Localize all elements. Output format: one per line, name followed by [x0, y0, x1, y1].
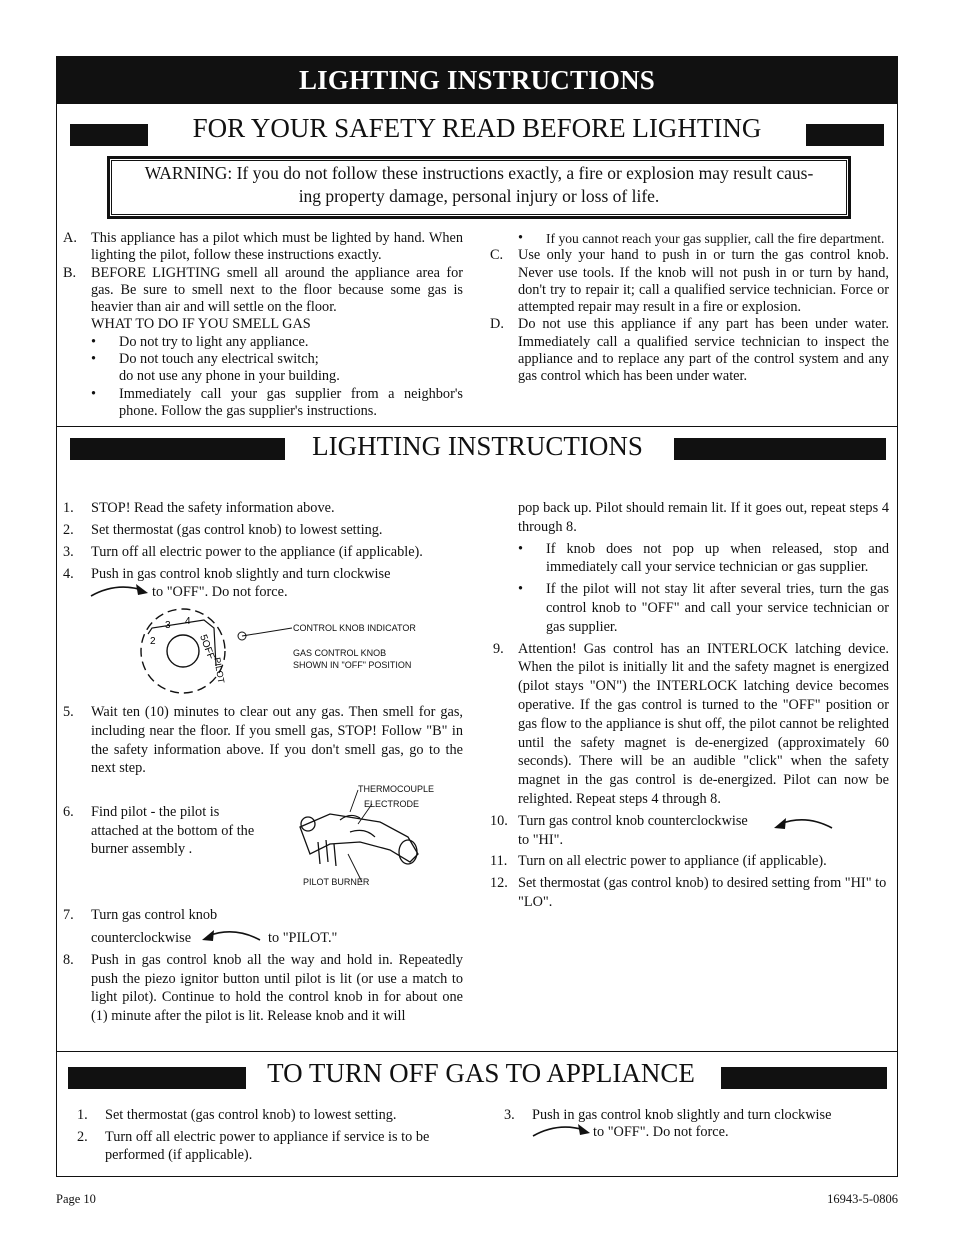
step-number: 4.	[63, 566, 74, 582]
clockwise-arrow-icon	[530, 1122, 592, 1140]
clockwise-arrow-icon	[88, 582, 150, 600]
safety-item-d: Do not use this appliance if any part has been under water. Immediately call a qualified service technician to inspect the appliance and to replace any part of the control system and any gas control which has been under water.	[518, 316, 889, 385]
title-bar-left-block	[70, 124, 148, 146]
step-8-bullet-2: If the pilot will not stay lit after several tries, turn the gas control knob to "OFF" and call your service technician or gas supplier.	[546, 581, 889, 635]
step-4: Push in gas control knob slightly and turn clockwise	[91, 566, 391, 582]
step-7-ccw: counterclockwise	[91, 930, 192, 946]
step-1: STOP! Read the safety information above.	[91, 500, 335, 516]
step-5-block	[63, 703, 463, 778]
title-bar-right-block	[806, 124, 884, 146]
step-8-bullet-1: If knob does not pop up when released, stop and immediately call your service technician or gas supplier.	[546, 540, 889, 576]
bullet: •	[91, 333, 97, 350]
smell-bullet-3: Immediately call your gas supplier from a neighbor's phone. Follow the gas supplier's instructions.	[119, 385, 463, 419]
step-4-cont: to "OFF". Do not force.	[152, 584, 288, 600]
title-bar-right-block	[674, 438, 886, 460]
safety-item-b: BEFORE LIGHTING smell all around the appliance area for gas. Be sure to smell next to the floor because some gas is heavier than air and will settle on the floor.	[91, 264, 463, 316]
step-number: 11.	[490, 853, 508, 869]
smell-bullet-2	[119, 351, 463, 386]
svg-text:2: 2	[150, 636, 156, 647]
pilot-label-burner: PILOT BURNER	[303, 877, 370, 887]
step-11: Turn on all electric power to appliance (if applicable).	[518, 853, 827, 869]
step-5: Wait ten (10) minutes to clear out any gas. Then smell for gas, including near the floor. If you smell gas, STOP! Follow "B" in the safety information above. If you don't smell gas, go to the next step.	[91, 704, 463, 777]
section-divider	[56, 1051, 898, 1052]
lighting-left-column	[63, 499, 463, 584]
pilot-label-thermocouple: THERMOCOUPLE	[358, 784, 435, 794]
smell-bullet-2a: Do not touch any electrical switch;	[119, 351, 319, 368]
step-7-pilot: to "PILOT."	[268, 930, 338, 946]
step-10-cont: to "HI".	[518, 831, 564, 848]
step-8-block	[63, 951, 463, 1025]
bullet: •	[518, 230, 524, 246]
smell-gas-heading: WHAT TO DO IF YOU SMELL GAS	[91, 316, 311, 333]
svg-text:3: 3	[165, 620, 171, 631]
bullet: •	[518, 581, 524, 598]
knob-label-indicator: CONTROL KNOB INDICATOR	[293, 623, 416, 633]
safety-item-a: This appliance has a pilot which must be lighted by hand. When lighting the pilot, follow these instructions exactly.	[91, 230, 463, 264]
item-label: B.	[63, 264, 77, 281]
step-12: Set thermostat (gas control knob) to desired setting from "HI" to "LO".	[518, 875, 887, 910]
bullet: •	[518, 540, 524, 557]
warning-line-2: ing property damage, personal injury or loss of life.	[298, 186, 660, 206]
lighting-right-column	[490, 499, 889, 809]
step-8: Push in gas control knob all the way and hold in. Repeatedly push the piezo ignitor button until pilot is lit (or use a match to light pilot). Continue to hold the control knob in for about one (1) minute after the pilot is lit. Release knob and it will	[91, 952, 463, 1024]
step-number: 7.	[63, 907, 74, 923]
knob-label-line-1: GAS CONTROL KNOB	[293, 648, 387, 658]
safety-left-column	[63, 230, 463, 420]
item-label: C.	[490, 247, 504, 264]
step-number: 3.	[504, 1107, 515, 1123]
turnoff-step-1: Set thermostat (gas control knob) to lowest setting.	[105, 1107, 397, 1123]
counterclockwise-arrow-icon	[200, 926, 264, 946]
svg-text:5OFF: 5OFF	[197, 633, 217, 662]
step-7: Turn gas control knob	[91, 907, 218, 923]
page-number: Page 10	[56, 1192, 96, 1206]
step-number: 9.	[493, 640, 504, 657]
warning-box	[107, 156, 851, 219]
steps-11-12	[490, 852, 889, 911]
safety-item-c: Use only your hand to push in or turn the gas control knob. Never use tools. If the knob will not push in or turn by hand, don't try to repair it; call a qualified service technician. Force or attempted repair may result in a fire or explosion.	[518, 247, 889, 316]
turnoff-step-3: Push in gas control knob slightly and turn clockwise	[532, 1107, 832, 1123]
item-label: D.	[490, 316, 504, 333]
step-3: Turn off all electric power to the appliance (if applicable).	[91, 544, 423, 560]
step-8-continued: pop back up. Pilot should remain lit. If it goes out, repeat steps 4 through 8.	[518, 500, 889, 535]
step-number: 5.	[63, 704, 74, 720]
turnoff-left-column	[77, 1106, 463, 1165]
smell-bullet-4: If you cannot reach your gas supplier, call the fire department.	[546, 231, 885, 246]
svg-text:4: 4	[185, 616, 191, 627]
step-number: 10.	[490, 813, 508, 829]
lighting-title: LIGHTING INSTRUCTIONS	[312, 431, 643, 461]
step-number: 6.	[63, 804, 74, 820]
svg-text:PILOT: PILOT	[212, 656, 227, 684]
step-number: 1.	[77, 1107, 88, 1123]
smell-bullet-2b: do not use any phone in your building.	[119, 368, 340, 385]
step-6-block	[63, 803, 263, 859]
bullet: •	[91, 351, 97, 368]
step-6: Find pilot - the pilot is attached at the bottom of the burner assembly .	[91, 804, 255, 857]
step-number: 2.	[77, 1129, 88, 1146]
step-number: 12.	[490, 875, 508, 891]
gas-control-knob-diagram	[128, 606, 238, 696]
counterclockwise-arrow-icon	[772, 814, 836, 834]
smell-bullet-1: Do not try to light any appliance.	[119, 333, 309, 350]
knob-label-line-2: SHOWN IN "OFF" POSITION	[293, 660, 412, 670]
step-2: Set thermostat (gas control knob) to lowest setting.	[91, 522, 383, 538]
step-number: 2.	[63, 522, 74, 538]
safety-right-column	[490, 230, 889, 386]
step-10-block	[490, 812, 748, 849]
step-7-block	[63, 906, 463, 925]
turnoff-step-3-cont: to "OFF". Do not force.	[593, 1124, 729, 1140]
title-bar-right-block	[721, 1067, 887, 1089]
safety-title: FOR YOUR SAFETY READ BEFORE LIGHTING	[192, 113, 762, 143]
step-10: Turn gas control knob counterclockwise	[518, 813, 748, 829]
knob-indicator-leader	[236, 624, 296, 644]
title-bar-left-block	[68, 1067, 246, 1089]
warning-line-1: WARNING: If you do not follow these instructions exactly, a fire or explosion may result caus-	[144, 163, 814, 183]
bullet: •	[91, 385, 97, 402]
step-number: 1.	[63, 500, 74, 516]
document-number: 16943-5-0806	[827, 1192, 898, 1206]
knob-label-position	[293, 647, 411, 671]
title-bar-left-block	[70, 438, 285, 460]
step-number: 3.	[63, 544, 74, 560]
step-9: Attention! Gas control has an INTERLOCK latching device. When the pilot is initially lit and the safety magnet is energized (pilot stays "ON") the INTERLOCK latching device becomes operative. If the gas control is turned to the "OFF" position or gas flow to the appliance is shut off, the pilot cannot be relighted until the safety magnet is de-energized (approximately 60 seconds). There will be an audible "click" when the safety magnet in the gas control is de-energized. Pilot can now be relighted. Repeat steps 4 through 8.	[518, 640, 889, 807]
page-title: LIGHTING INSTRUCTIONS	[56, 56, 898, 104]
step-number: 8.	[63, 952, 74, 968]
turnoff-step-2: Turn off all electric power to appliance if service is to be performed (if applicable).	[105, 1129, 430, 1164]
section-divider	[56, 426, 898, 427]
pilot-label-electrode: ELECTRODE	[364, 799, 420, 809]
item-label: A.	[63, 230, 77, 246]
turnoff-title: TO TURN OFF GAS TO APPLIANCE	[267, 1058, 695, 1088]
